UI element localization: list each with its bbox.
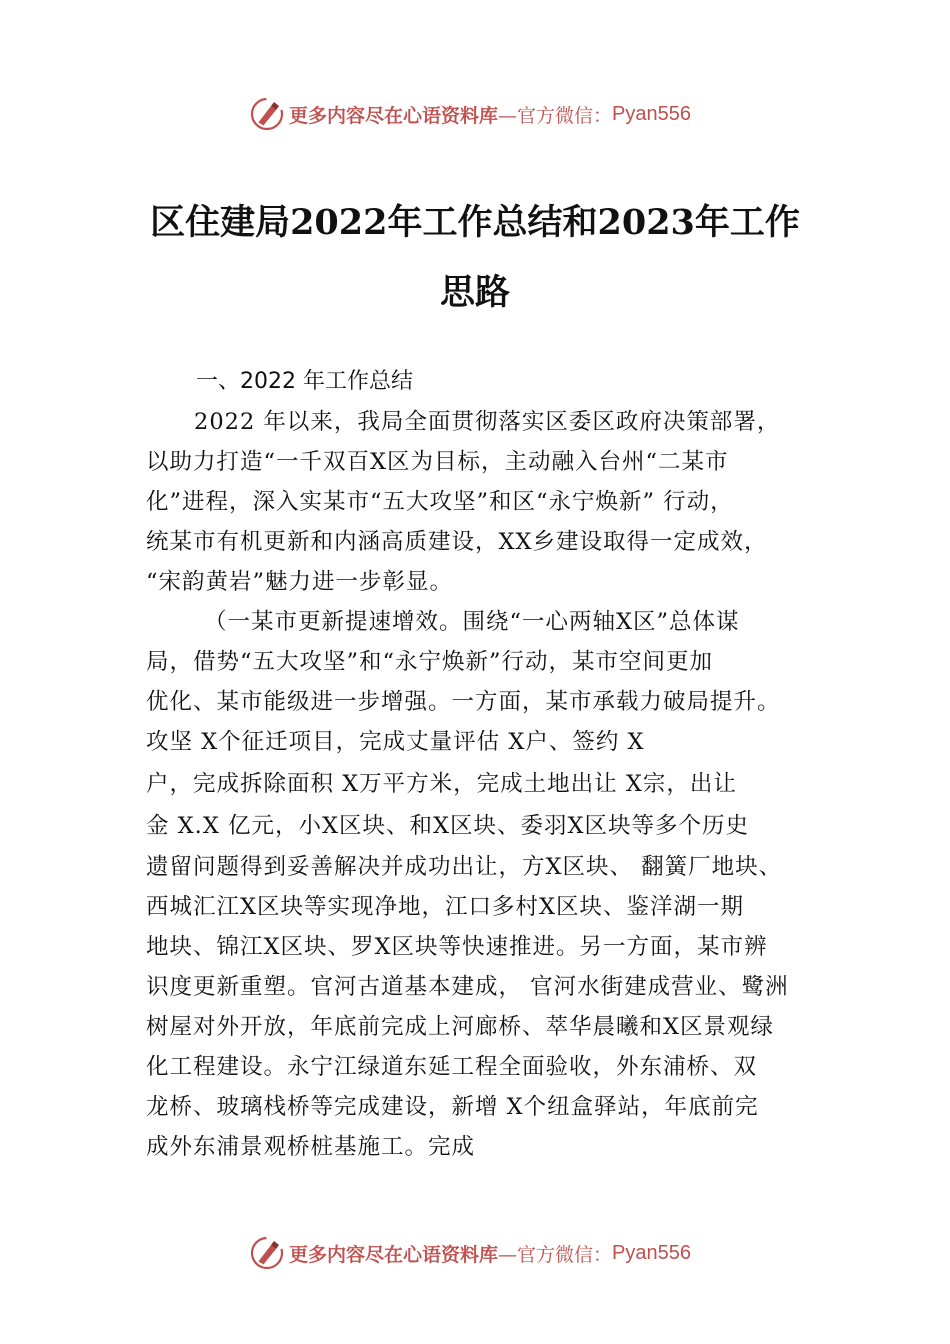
paragraph-line: 局，借势“五大攻坚”和“永宁焕新”行动，某市空间更加 <box>146 649 714 675</box>
paragraph-line: 地块、锦江X区块、罗X区块等快速推进。另一方面，某市辨 <box>146 934 768 960</box>
banner-sub-text: —官方微信： <box>498 1243 613 1266</box>
paragraph-line: 统某市有机更新和内涵高质建设，XX乡建设取得一定成效， <box>146 529 768 555</box>
document-title <box>120 188 830 328</box>
paragraph-line: （一某市更新提速增效。围绕“一心两轴X区”总体谋 <box>204 609 740 635</box>
banner-sub-text: —官方微信： <box>498 104 613 127</box>
paragraph-line: 识度更新重塑。官河古道基本建成， 官河水街建成营业、鹭洲 <box>146 974 789 1000</box>
paragraph-line: 化工程建设。永宁江绿道东延工程全面验收，外东浦桥、双 <box>146 1054 758 1080</box>
title-line-2: 思路 <box>439 272 510 313</box>
section-heading: 一、2022 年工作总结 <box>196 369 413 394</box>
paragraph-line: 优化、某市能级进一步增强。一方面，某市承载力破局提升。 <box>146 689 781 715</box>
header-banner <box>0 94 950 134</box>
title-line-1: 区住建局2022年工作总结和2023年工作 <box>150 202 800 243</box>
paragraph-line: 以助力打造“一千双百X区为目标，主动融入台州“二某市 <box>146 449 729 475</box>
paragraph-line: 攻坚 X个征迁项目，完成丈量评估 X户、签约 X <box>146 729 645 755</box>
paragraph-line: 户，完成拆除面积 X万平方米，完成土地出让 X宗，出让 <box>146 771 737 797</box>
paragraph-line: 龙桥、玻璃栈桥等完成建设，新增 X个纽盒驿站，年底前完 <box>146 1094 759 1120</box>
paragraph-line: 树屋对外开放，年底前完成上河廊桥、萃华晨曦和X区景观绿 <box>146 1014 775 1040</box>
paragraph-line: 金 X.X 亿元，小X区块、和X区块、委羽X区块等多个历史 <box>146 813 750 839</box>
banner-main-text: 更多内容尽在心语资料库 <box>289 104 499 127</box>
footer-banner <box>0 1233 950 1273</box>
pen-nib-seal-icon <box>249 96 285 132</box>
paragraph-line: 西城汇江X区块等实现净地，江口多村X区块、鉴洋湖一期 <box>146 894 745 920</box>
paragraph-line: 遗留问题得到妥善解决并成功出让，方X区块、 翻簧厂地块、 <box>146 854 783 880</box>
pen-nib-seal-icon <box>249 1235 285 1271</box>
paragraph-line: 化”进程，深入实某市“五大攻坚”和区“永宁焕新” 行动， <box>146 489 734 515</box>
paragraph-line: 成外东浦景观桥桩基施工。完成 <box>146 1134 476 1160</box>
banner-wechat-id: Pyan556 <box>612 1241 691 1264</box>
paragraph-line: 2022 年以来，我局全面贯彻落实区委区政府决策部署， <box>194 409 781 435</box>
banner-main-text: 更多内容尽在心语资料库 <box>289 1243 499 1266</box>
banner-wechat-id: Pyan556 <box>612 102 691 125</box>
paragraph-line: “宋韵黄岩”魅力进一步彰显。 <box>146 569 454 595</box>
